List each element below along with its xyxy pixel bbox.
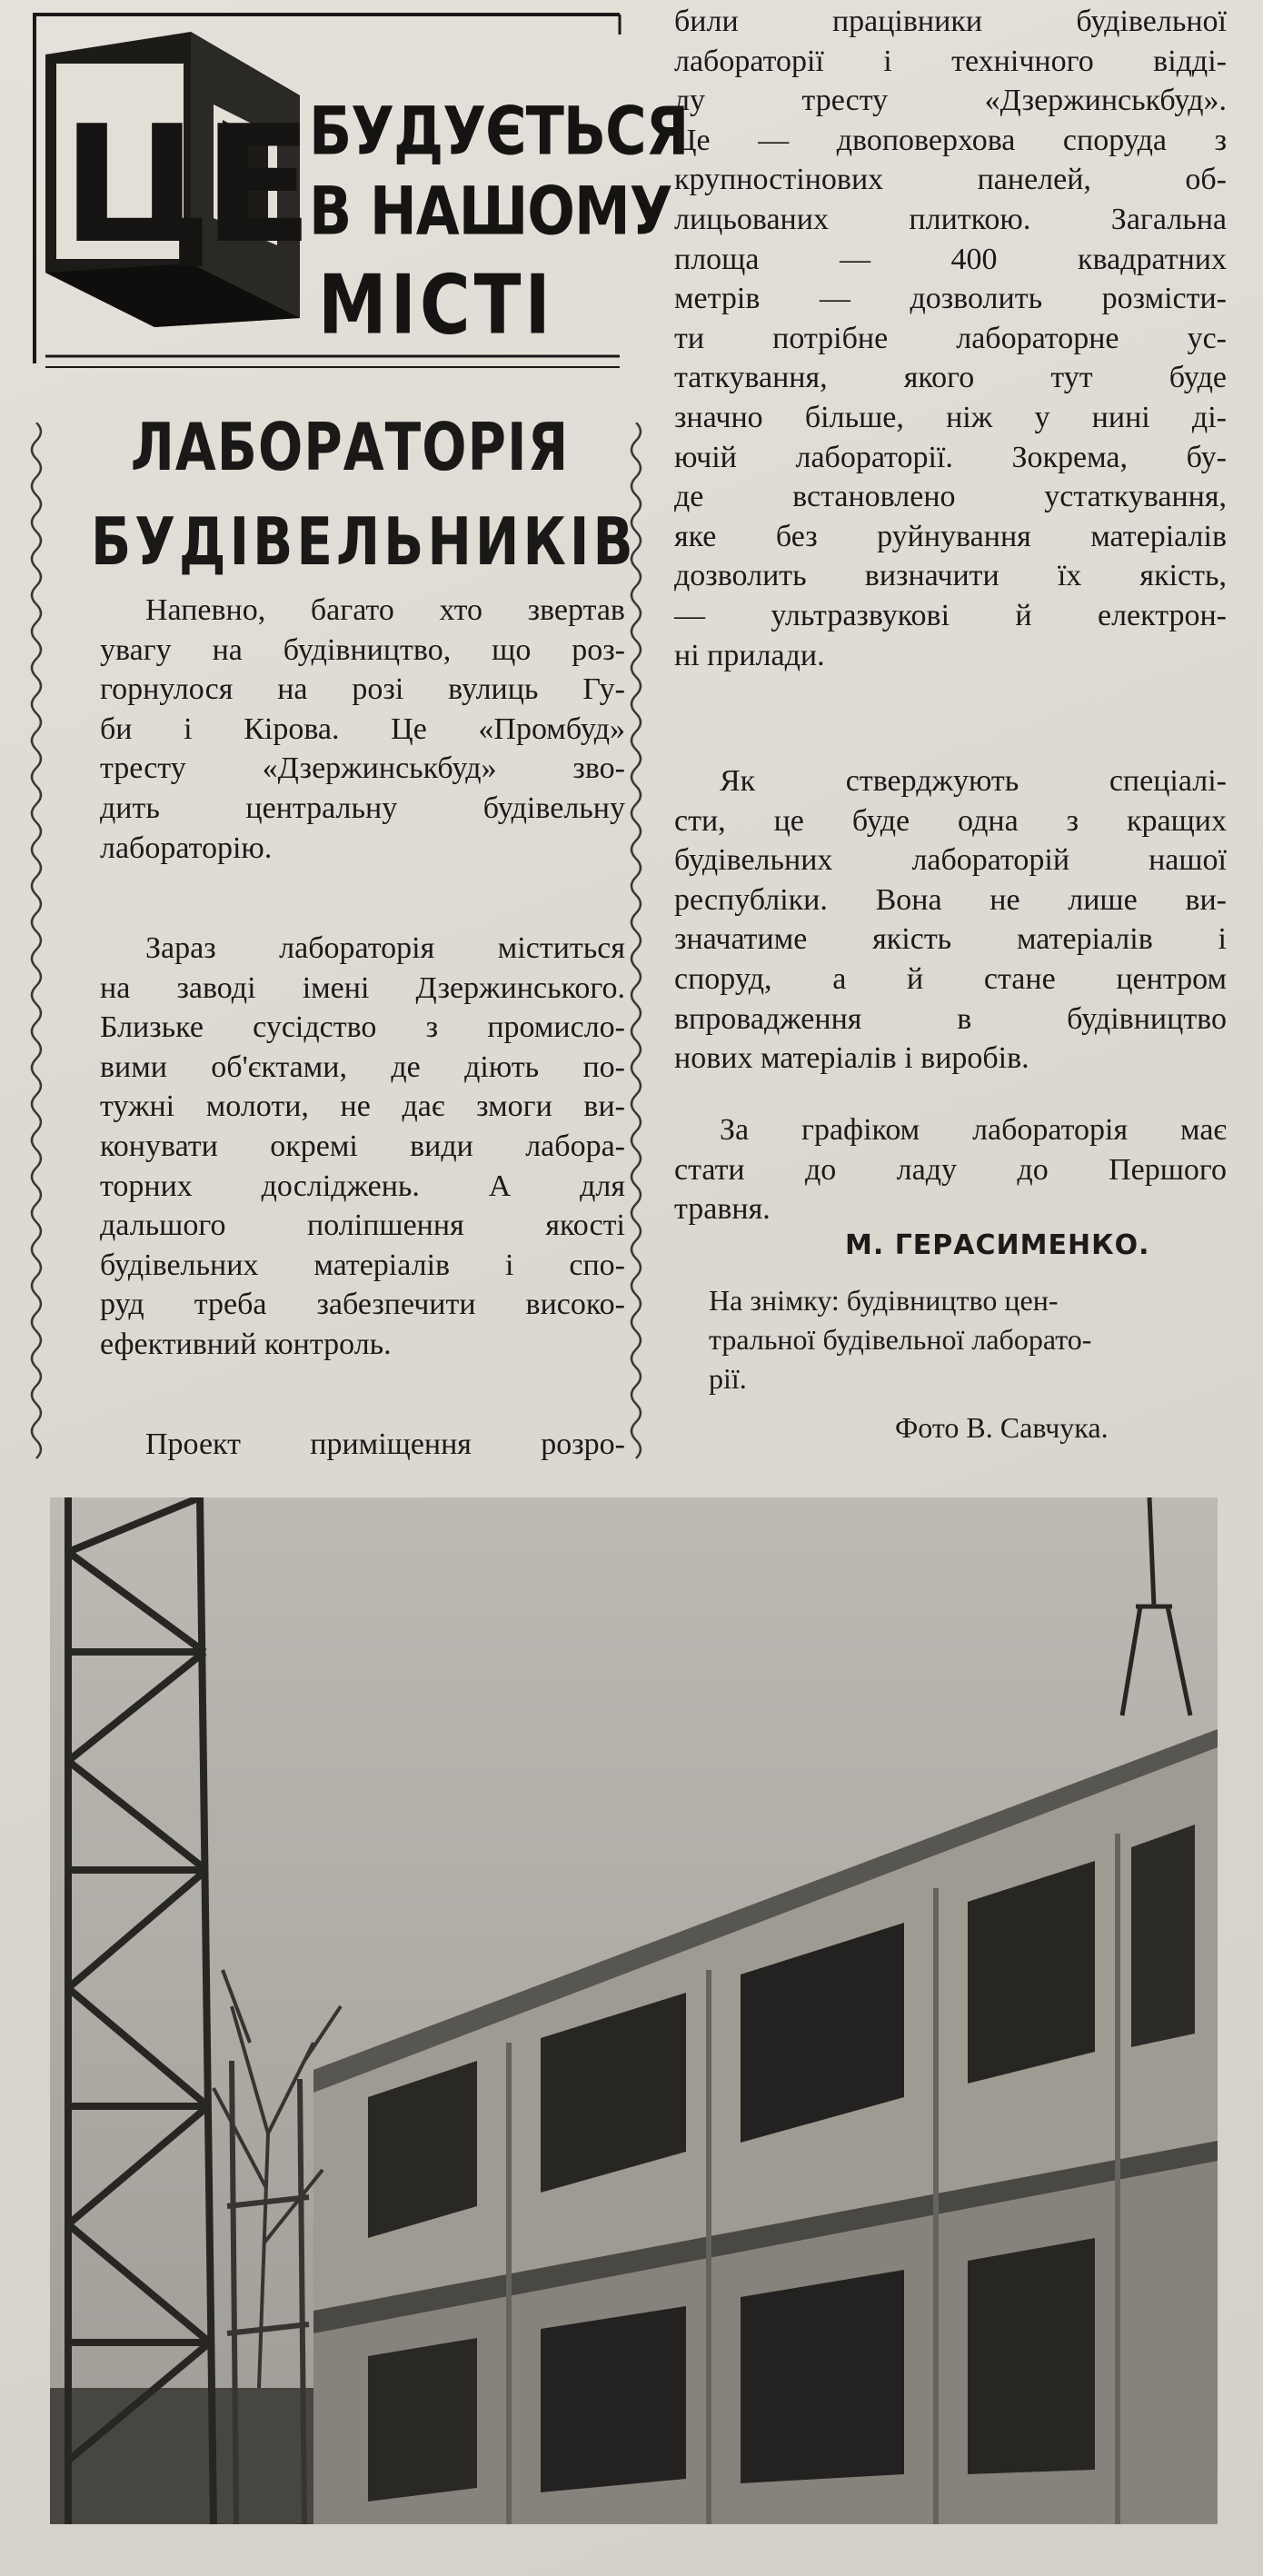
text-line: площа — 400 квадратних bbox=[674, 242, 1227, 276]
photo-caption bbox=[709, 1281, 1199, 1398]
text-line: Напевно, багато хто звертав bbox=[145, 593, 625, 627]
text-line: тресту «Дзержинськбуд» зво- bbox=[100, 751, 625, 786]
text-line: увагу на будівництво, що роз- bbox=[100, 632, 625, 667]
text-line: стати до ладу до Першого bbox=[674, 1152, 1227, 1187]
photo-credit: Фото В. Савчука. bbox=[895, 1411, 1109, 1444]
text-line: крупностінових панелей, об- bbox=[674, 163, 1227, 197]
text-line: — ультразвукові й електрон- bbox=[674, 598, 1227, 632]
left-paragraph-1 bbox=[100, 591, 625, 868]
text-line: яке без руйнування матеріалів bbox=[674, 519, 1227, 553]
text-line: будівельних матеріалів і спо- bbox=[100, 1248, 625, 1282]
author-signature: М. ГЕРАСИМЕНКО. bbox=[845, 1229, 1150, 1261]
text-line: Проект приміщення розро- bbox=[145, 1427, 625, 1461]
text-line: травня. bbox=[674, 1192, 771, 1227]
text-line: Близьке сусідство з промисло- bbox=[100, 1010, 625, 1045]
rubric-title-line3: МІСТІ bbox=[318, 256, 554, 353]
text-line: торних досліджень. А для bbox=[100, 1169, 625, 1203]
text-line: дозволить визначити їх якість, bbox=[674, 559, 1227, 593]
text-line: конувати окремі види лабора- bbox=[100, 1129, 625, 1163]
text-line: ючій лабораторії. Зокрема, бу- bbox=[674, 440, 1227, 474]
text-line: значатиме якість матеріалів і bbox=[674, 922, 1227, 957]
text-line: сти, це буде одна з кращих bbox=[674, 803, 1227, 838]
rubric-cube-logo bbox=[36, 18, 309, 327]
text-line: метрів — дозволить розмісти- bbox=[674, 282, 1227, 316]
text-line: будівельних лабораторій нашої bbox=[674, 843, 1227, 878]
text-line: споруд, а й стане центром bbox=[674, 961, 1227, 996]
text-line: били працівники будівельної bbox=[674, 5, 1227, 38]
text-line: Як стверджують спеціалі- bbox=[720, 764, 1227, 798]
text-line: вими об'єктами, де діють по- bbox=[100, 1049, 625, 1084]
text-line: ти потрібне лабораторне ус- bbox=[674, 321, 1227, 355]
rubric-title-line1: БУДУЄТЬСЯ bbox=[309, 91, 689, 171]
text-line: За графіком лабораторія має bbox=[720, 1113, 1227, 1147]
rubric-logo-letters: ЦЕ bbox=[62, 91, 304, 279]
text-line: горнулося на розі вулиць Гу- bbox=[100, 672, 625, 707]
construction-site-photo bbox=[50, 1497, 1218, 2524]
text-line: дить центральну будівельну bbox=[100, 791, 625, 825]
caption-line: На знімку: будівництво цен- bbox=[709, 1284, 1059, 1317]
left-wavy-rule bbox=[25, 423, 47, 1467]
text-line: Це — двоповерхова споруда з bbox=[674, 123, 1227, 157]
text-line: би і Кірова. Це «Промбуд» bbox=[100, 711, 625, 746]
rubric-header bbox=[27, 7, 689, 371]
right-paragraph-1 bbox=[674, 2, 1227, 675]
text-line: республіки. Вона не лише ви- bbox=[674, 882, 1227, 917]
text-line: лицьованих плиткою. Загальна bbox=[674, 202, 1227, 236]
text-line: лу тресту «Дзержинськбуд». bbox=[674, 84, 1227, 118]
text-line: таткування, якого тут буде bbox=[674, 361, 1227, 395]
caption-line: тральної будівельної лаборато- bbox=[709, 1323, 1092, 1356]
text-line: ефективний контроль. bbox=[100, 1327, 392, 1361]
text-line: Зараз лабораторія міститься bbox=[145, 931, 625, 965]
rubric-title-line2: В НАШОМУ bbox=[309, 171, 672, 251]
right-paragraph-2 bbox=[674, 761, 1227, 1079]
caption-line: рії. bbox=[709, 1362, 747, 1395]
text-line: на заводі імені Дзержинського. bbox=[100, 970, 625, 1005]
text-line: ні прилади. bbox=[674, 638, 825, 672]
text-line: дальшого поліпшення якості bbox=[100, 1208, 625, 1243]
article-headline-line2: БУДІВЕЛЬНИКІВ bbox=[91, 502, 637, 581]
photo-illustration bbox=[50, 1497, 1218, 2524]
left-paragraph-2 bbox=[100, 929, 625, 1365]
text-line: нових матеріалів і виробів. bbox=[674, 1041, 1029, 1076]
text-line: тужні молоти, не дає змоги ви- bbox=[100, 1089, 625, 1124]
article-headline-line1: ЛАБОРАТОРІЯ bbox=[130, 408, 570, 486]
text-line: лабораторію. bbox=[100, 830, 273, 865]
text-line: де встановлено устаткування, bbox=[674, 480, 1227, 514]
text-line: лабораторії і технічного відді- bbox=[674, 44, 1227, 78]
text-line: впровадження в будівництво bbox=[674, 1001, 1227, 1036]
right-paragraph-3 bbox=[674, 1110, 1227, 1229]
left-paragraph-3 bbox=[100, 1425, 625, 1465]
text-line: значно більше, ніж у нині ді- bbox=[674, 400, 1227, 434]
text-line: руд треба забезпечити високо- bbox=[100, 1288, 625, 1322]
